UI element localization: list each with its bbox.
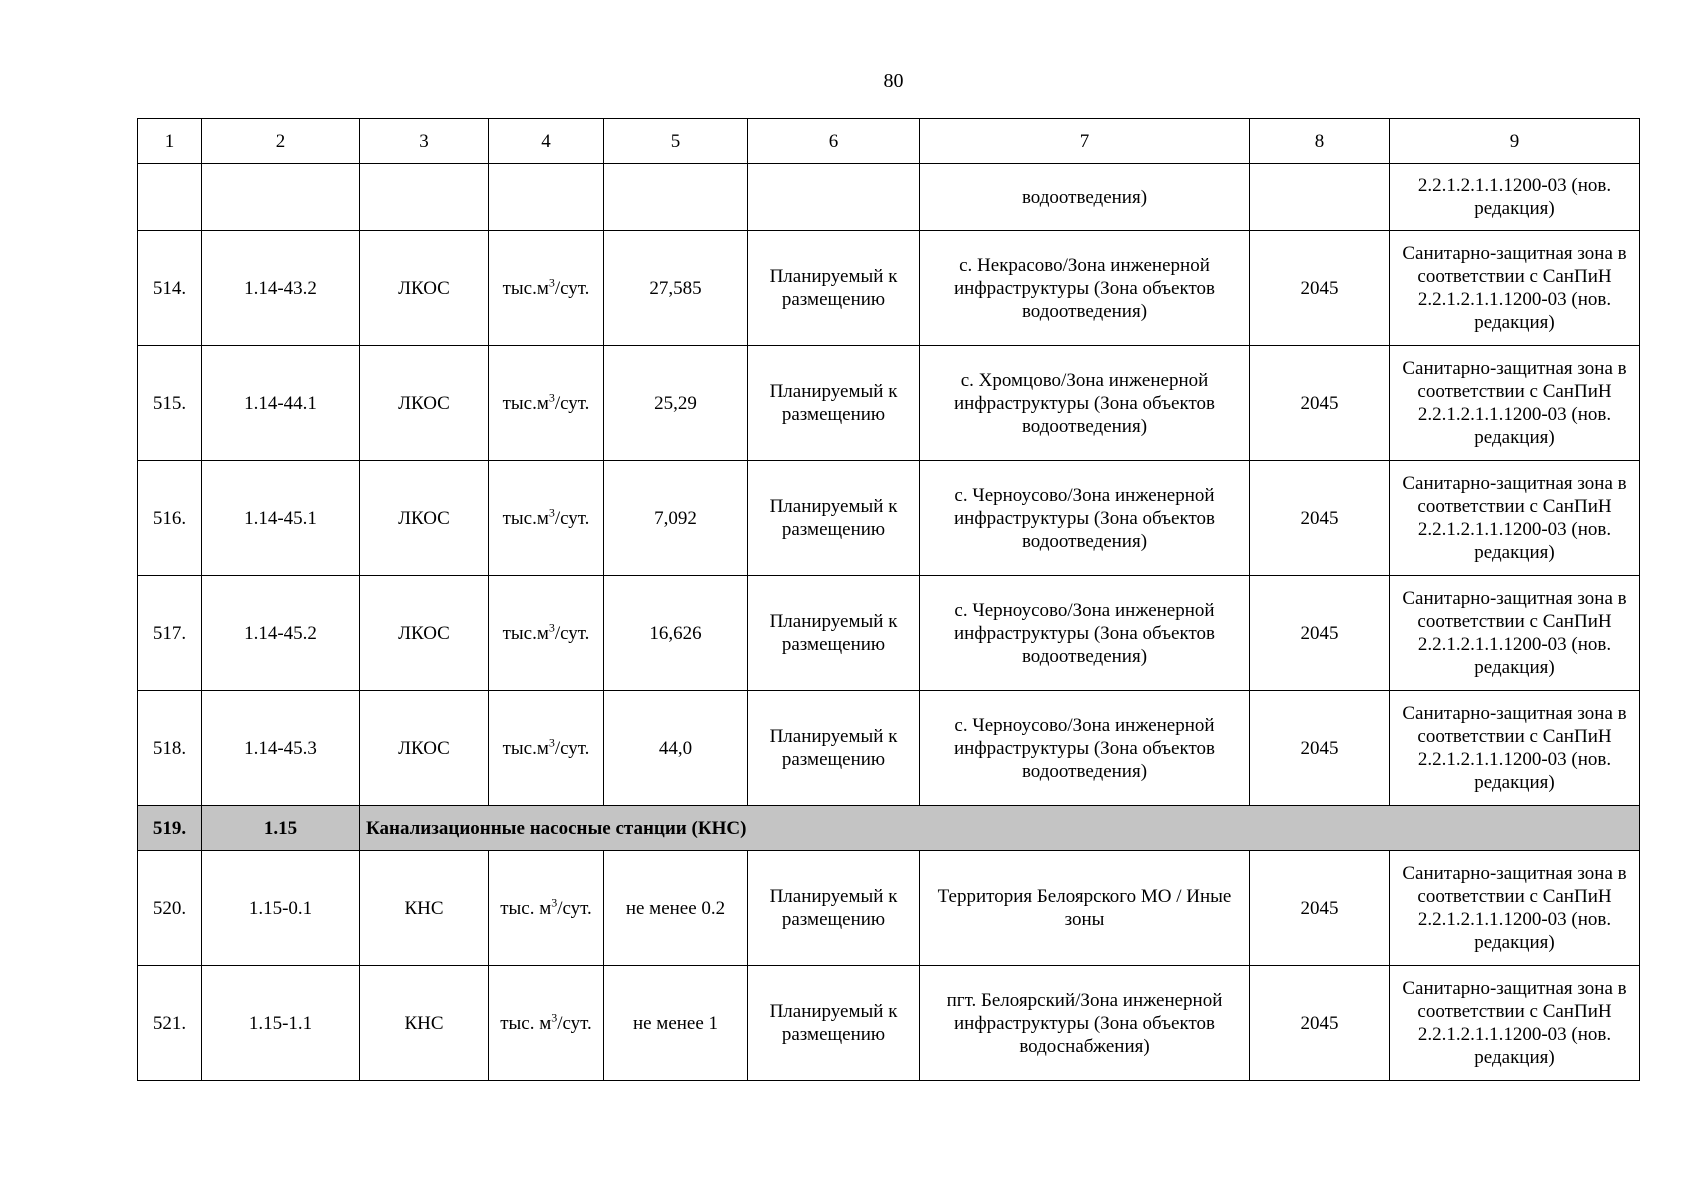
continuation-row — [138, 164, 1640, 231]
unit-cell — [489, 231, 604, 346]
year-cell: 2045 — [1250, 966, 1390, 1081]
empty-cell — [604, 164, 748, 231]
location-cell: с. Некрасово/Зона инженерной инфраструктуры (Зона объектов водоотведения) — [920, 231, 1250, 346]
year-cell: 2045 — [1250, 461, 1390, 576]
location-cell: водоотведения) — [920, 164, 1250, 231]
capacity-cell: 7,092 — [604, 461, 748, 576]
row-number: 514. — [138, 231, 202, 346]
object-code: 1.14-45.2 — [202, 576, 360, 691]
section-row — [138, 806, 1640, 851]
object-code: 1.14-45.3 — [202, 691, 360, 806]
status-cell: Планируемый к размещению — [748, 851, 920, 966]
column-header: 4 — [489, 119, 604, 164]
unit-base: тыс.м — [502, 277, 549, 299]
capacity-cell: не менее 0.2 — [604, 851, 748, 966]
unit-cell — [489, 966, 604, 1081]
sanitary-cell: Санитарно-защитная зона в соответствии с СанПиН 2.2.1.2.1.1.1200-03 (нов. редакция) — [1390, 851, 1640, 966]
unit-cell — [489, 461, 604, 576]
sanitary-cell: Санитарно-защитная зона в соответствии с СанПиН 2.2.1.2.1.1.1200-03 (нов. редакция) — [1390, 966, 1640, 1081]
object-code: 1.15-0.1 — [202, 851, 360, 966]
column-header: 6 — [748, 119, 920, 164]
column-header: 2 — [202, 119, 360, 164]
object-type: ЛКОС — [360, 231, 489, 346]
location-cell: с. Черноусово/Зона инженерной инфраструктуры (Зона объектов водоотведения) — [920, 691, 1250, 806]
status-cell: Планируемый к размещению — [748, 576, 920, 691]
unit-base: тыс.м — [502, 507, 549, 529]
section-number: 519. — [138, 806, 202, 851]
table-row — [138, 346, 1640, 461]
year-cell: 2045 — [1250, 346, 1390, 461]
empty-cell — [1250, 164, 1390, 231]
unit-exponent: 3 — [548, 505, 555, 520]
section-title: Канализационные насосные станции (КНС) — [360, 806, 1640, 851]
status-cell: Планируемый к размещению — [748, 231, 920, 346]
sanitary-cell: Санитарно-защитная зона в соответствии с СанПиН 2.2.1.2.1.1.1200-03 (нов. редакция) — [1390, 231, 1640, 346]
status-cell: Планируемый к размещению — [748, 691, 920, 806]
section-code: 1.15 — [202, 806, 360, 851]
unit-exponent: 3 — [548, 390, 555, 405]
status-cell: Планируемый к размещению — [748, 461, 920, 576]
year-cell: 2045 — [1250, 851, 1390, 966]
column-header: 8 — [1250, 119, 1390, 164]
status-cell: Планируемый к размещению — [748, 346, 920, 461]
column-header: 9 — [1390, 119, 1640, 164]
data-table — [137, 118, 1640, 1081]
object-code: 1.14-44.1 — [202, 346, 360, 461]
object-code: 1.14-43.2 — [202, 231, 360, 346]
location-cell: с. Черноусово/Зона инженерной инфраструктуры (Зона объектов водоотведения) — [920, 461, 1250, 576]
table-row — [138, 851, 1640, 966]
sanitary-cell: 2.2.1.2.1.1.1200-03 (нов. редакция) — [1390, 164, 1640, 231]
empty-cell — [748, 164, 920, 231]
capacity-cell: не менее 1 — [604, 966, 748, 1081]
year-cell: 2045 — [1250, 691, 1390, 806]
location-cell: Территория Белоярского МО / Иные зоны — [920, 851, 1250, 966]
sanitary-cell: Санитарно-защитная зона в соответствии с СанПиН 2.2.1.2.1.1.1200-03 (нов. редакция) — [1390, 346, 1640, 461]
table-row — [138, 576, 1640, 691]
sanitary-cell: Санитарно-защитная зона в соответствии с СанПиН 2.2.1.2.1.1.1200-03 (нов. редакция) — [1390, 691, 1640, 806]
empty-cell — [138, 164, 202, 231]
location-cell: с. Хромцово/Зона инженерной инфраструктуры (Зона объектов водоотведения) — [920, 346, 1250, 461]
unit-base: тыс.м — [502, 392, 549, 414]
row-number: 517. — [138, 576, 202, 691]
column-header: 5 — [604, 119, 748, 164]
capacity-cell: 27,585 — [604, 231, 748, 346]
capacity-cell: 16,626 — [604, 576, 748, 691]
unit-base: тыс.м — [502, 622, 549, 644]
unit-suffix: /сут. — [554, 622, 590, 644]
column-number-row — [138, 119, 1640, 164]
row-number: 520. — [138, 851, 202, 966]
unit-base: тыс. м — [500, 1012, 552, 1034]
empty-cell — [360, 164, 489, 231]
unit-exponent: 3 — [548, 275, 555, 290]
unit-cell — [489, 576, 604, 691]
object-type: ЛКОС — [360, 691, 489, 806]
sanitary-cell: Санитарно-защитная зона в соответствии с СанПиН 2.2.1.2.1.1.1200-03 (нов. редакция) — [1390, 576, 1640, 691]
object-code: 1.14-45.1 — [202, 461, 360, 576]
table-row — [138, 231, 1640, 346]
row-number: 515. — [138, 346, 202, 461]
unit-cell — [489, 851, 604, 966]
unit-suffix: /сут. — [557, 897, 592, 919]
table-row — [138, 966, 1640, 1081]
column-header: 1 — [138, 119, 202, 164]
year-cell: 2045 — [1250, 231, 1390, 346]
year-cell: 2045 — [1250, 576, 1390, 691]
unit-exponent: 3 — [548, 620, 555, 635]
object-code: 1.15-1.1 — [202, 966, 360, 1081]
unit-suffix: /сут. — [554, 737, 590, 759]
object-type: ЛКОС — [360, 576, 489, 691]
capacity-cell: 25,29 — [604, 346, 748, 461]
unit-suffix: /сут. — [557, 1012, 592, 1034]
row-number: 521. — [138, 966, 202, 1081]
unit-base: тыс. м — [500, 897, 552, 919]
empty-cell — [202, 164, 360, 231]
row-number: 518. — [138, 691, 202, 806]
unit-cell — [489, 346, 604, 461]
location-cell: пгт. Белоярский/Зона инженерной инфраструктуры (Зона объектов водоснабжения) — [920, 966, 1250, 1081]
unit-exponent: 3 — [548, 735, 555, 750]
sanitary-cell: Санитарно-защитная зона в соответствии с СанПиН 2.2.1.2.1.1.1200-03 (нов. редакция) — [1390, 461, 1640, 576]
location-cell: с. Черноусово/Зона инженерной инфраструктуры (Зона объектов водоотведения) — [920, 576, 1250, 691]
object-type: ЛКОС — [360, 461, 489, 576]
table-row — [138, 461, 1640, 576]
unit-exponent: 3 — [551, 1010, 558, 1025]
object-type: КНС — [360, 851, 489, 966]
column-header: 7 — [920, 119, 1250, 164]
table-row — [138, 691, 1640, 806]
row-number: 516. — [138, 461, 202, 576]
column-header: 3 — [360, 119, 489, 164]
unit-base: тыс.м — [502, 737, 549, 759]
object-type: КНС — [360, 966, 489, 1081]
capacity-cell: 44,0 — [604, 691, 748, 806]
unit-suffix: /сут. — [554, 277, 590, 299]
status-cell: Планируемый к размещению — [748, 966, 920, 1081]
unit-exponent: 3 — [551, 895, 558, 910]
unit-cell — [489, 691, 604, 806]
object-type: ЛКОС — [360, 346, 489, 461]
unit-suffix: /сут. — [554, 392, 590, 414]
empty-cell — [489, 164, 604, 231]
page-number: 80 — [883, 70, 904, 92]
unit-suffix: /сут. — [554, 507, 590, 529]
